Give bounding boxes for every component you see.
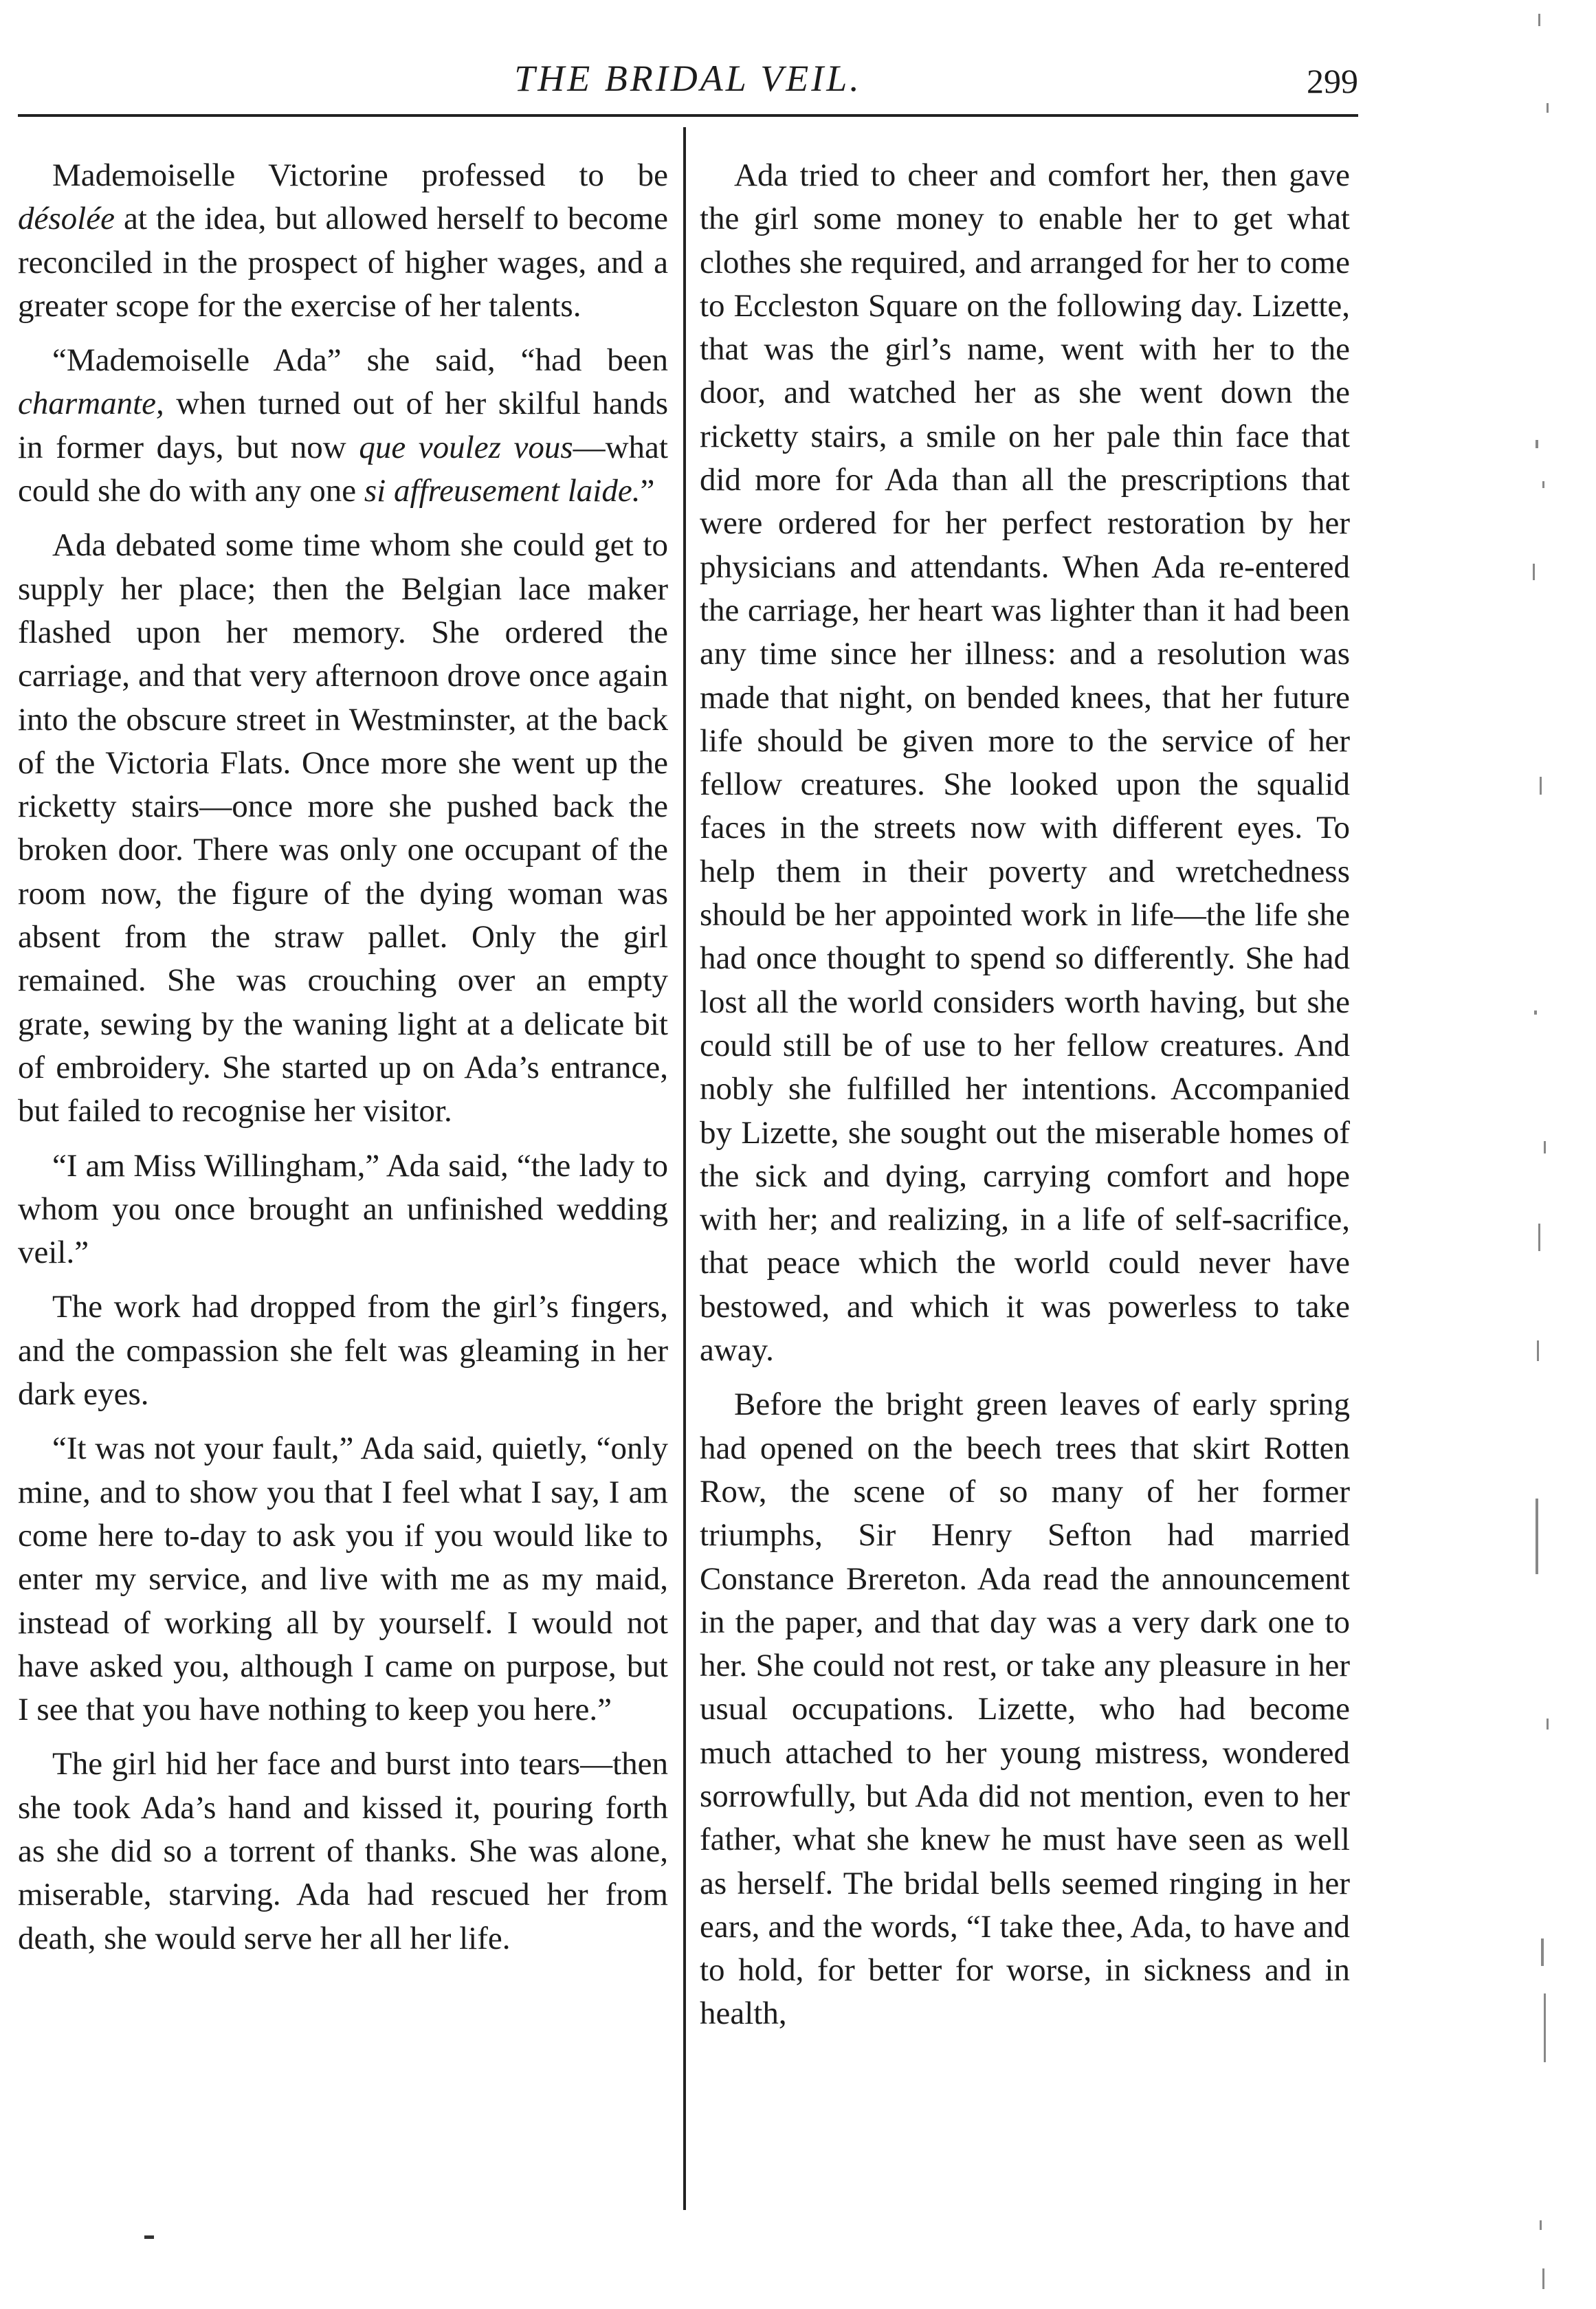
paragraph-cheer-and-comfort: Ada tried to cheer and comfort her, then gave the girl some money to enable her to get what clothes she required, and arranged for her to come to Eccleston Square on the following day. Lizette, that was the girl’s name, went with her to the door, and watched her as she went down the ricketty stairs, a smile on her pale thin face that did more for Ada than all the prescriptions that were ordered for her perfect restoration by her physicians and attendants. When Ada re-entered the carriage, her heart was lighter than it had been any time since her illness: and a resolution was made that night, on bended knees, that her future life should be given more to the service of her fellow creatures. She looked upon the squalid faces in the streets now with different eyes. To help them in their poverty and wretchedness should be her appointed work in life—the life she had once thought to spend so differently. She had lost all the world considers worth having, but she could still be of use to her fellow creatures. And nobly she fulfilled her intentions. Accompanied by Lizette, she sought out the miserable homes of the sick and dying, carrying comfort and hope with her; and realizing, in a life of self-sacrifice, that peace which the world could never have bestowed, and which it was powerless to take away. (700, 157, 1350, 1369)
paragraph-miss-willingham: “I am Miss Willingham,” Ada said, “the lady to whom you once brought an unfinished wedding veil.” (18, 1147, 668, 1271)
running-head (18, 51, 1358, 106)
italic-french: charmante, (18, 386, 164, 422)
stray-ink-mark (144, 2235, 154, 2239)
paragraph-not-your-fault: “It was not your fault,” Ada said, quietly, “only mine, and to show you that I feel what I say, I am come here to-day to ask you if you would like to enter my service, and live with me as my maid, instead of working all by yourself. I would not have asked you, although I came on purpose, but I see that you have nothing to keep you here.” (18, 1430, 668, 1728)
running-title: THE BRIDAL VEIL. (514, 58, 862, 99)
paragraph-work-dropped: The work had dropped from the girl’s fingers, and the compassion she felt was gleaming in her dark eyes. (18, 1289, 668, 1413)
italic-french: désolée (18, 201, 115, 237)
paragraph-rotten-row: Before the bright green leaves of early spring had opened on the beech trees that skirt Rotten Row, the scene of so many of her former triumphs, Sir Henry Sefton had married Constance Brereton. Ada read the announcement in the paper, and that day was a very dark one to her. She could not rest, or take any pleasure in her usual occupations. Lizette, who had become much attached to her young mistress, wondered sorrowfully, but Ada did not mention, even to her father, what she knew he must have seen as well as herself. The bridal bells seemed ringing in her ears, and the words, “I take thee, Ada, to have and to hold, for better for worse, in sickness and in health, (700, 1386, 1350, 2032)
margin-scan-specks (1526, 0, 1595, 2309)
italic-french: si affreusement laide. (364, 473, 641, 509)
right-column (700, 154, 1350, 2047)
paragraph-mademoiselle-ada: “Mademoiselle Ada” she said, “had been charmante, when turned out of her skilful hands in former days, but now que voulez vous—what could she do with any one si affreusement laide.” (18, 342, 668, 509)
page-number: 299 (1307, 62, 1358, 100)
paragraph-lace-maker: Ada debated some time whom she could get to supply her place; then the Belgian lace maker flashed upon her memory. She ordered the carriage, and that very afternoon drove once again into the obscure street in Westminster, at the back of the Victoria Flats. Once more she went up the ricketty stairs—once more she pushed back the broken door. There was only one occupant of the room now, the figure of the dying woman was absent from the straw pallet. Only the girl remained. She was crouching over an empty grate, sewing by the waning light at a delicate bit of embroidery. She started up on Ada’s entrance, but failed to recognise her visitor. (18, 527, 668, 1129)
italic-french: que voulez vous (359, 429, 573, 465)
header-rule (18, 114, 1358, 117)
left-column (18, 154, 668, 1971)
paragraph-victorine: Mademoiselle Victorine professed to be désolée at the idea, but allowed herself to become reconciled in the prospect of higher wages, and a greater scope for the exercise of her talents. (18, 157, 668, 324)
column-divider (683, 127, 686, 2210)
paragraph-burst-into-tears: The girl hid her face and burst into tears—then she took Ada’s hand and kissed it, pouring forth as she did so a torrent of thanks. She was alone, miserable, starving. Ada had rescued her from death, she would serve her all her life. (18, 1746, 668, 1956)
